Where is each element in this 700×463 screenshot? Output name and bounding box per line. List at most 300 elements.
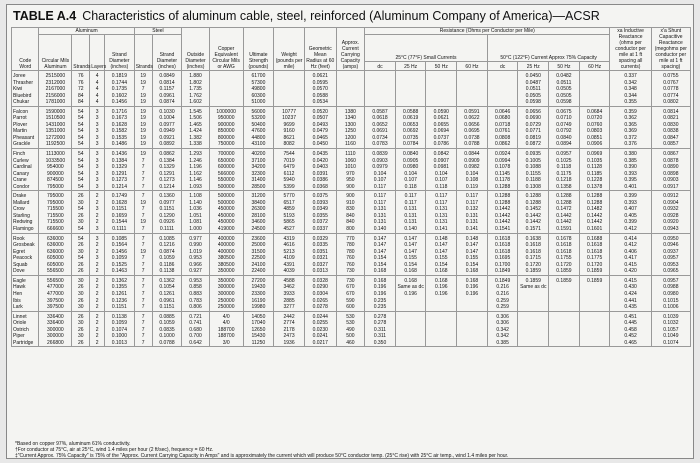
table-cell: 2515000 xyxy=(39,71,72,80)
table-cell xyxy=(579,99,610,106)
table-cell: 1.465 xyxy=(182,122,209,129)
table-cell: 7 xyxy=(134,333,152,340)
table-cell: 3933 xyxy=(274,291,305,298)
table-cell: 0.393 xyxy=(610,171,651,178)
table-cell: 30 xyxy=(72,249,90,256)
table-cell: 530 xyxy=(336,320,365,327)
table-cell: 0.0894 xyxy=(549,141,580,148)
table-cell: 0.140 xyxy=(365,226,396,233)
code-word-cell: Curlew xyxy=(12,158,39,165)
table-cell: 1.019 xyxy=(182,249,209,256)
table-cell: 0.0981 xyxy=(426,164,457,171)
table-cell: 1.140 xyxy=(182,200,209,207)
table-cell: 0.0803 xyxy=(579,128,610,135)
table-cell: 7 xyxy=(134,177,152,184)
table-cell: 0.0403 xyxy=(304,164,336,171)
table-cell: 27200 xyxy=(243,275,274,284)
table-cell: 61700 xyxy=(243,71,274,80)
table-cell: 0.0479 xyxy=(304,128,336,135)
table-cell: 1.036 xyxy=(182,206,209,213)
table-cell: 1340 xyxy=(336,115,365,122)
table-cell: 670 xyxy=(336,284,365,291)
table-cell: 1200 xyxy=(336,135,365,142)
table-cell: 0.1085 xyxy=(105,233,135,242)
table-cell: 0.117 xyxy=(426,191,457,200)
table-cell: 0.1819 xyxy=(105,71,135,80)
table-cell: 636000 xyxy=(39,233,72,242)
table-cell: 0.1442 xyxy=(487,206,518,213)
table-cell: 0.117 xyxy=(395,191,426,200)
table-cell: 950 xyxy=(336,177,365,184)
table-cell xyxy=(395,304,426,311)
table-cell: 0.1000 xyxy=(152,333,182,340)
table-cell: 2 xyxy=(90,200,105,207)
table-cell: 0.0830 xyxy=(651,122,690,129)
table-cell: 0.0909 xyxy=(457,158,488,165)
table-cell: 0.0265 xyxy=(304,298,336,305)
table-cell: 0.0621 xyxy=(304,71,336,80)
table-cell: 1.108 xyxy=(182,191,209,200)
table-cell: 0.359 xyxy=(610,106,651,115)
table-cell: 0.119 xyxy=(457,184,488,191)
table-cell: 0.372 xyxy=(610,135,651,142)
code-word-cell: Plover xyxy=(12,122,39,129)
table-cell: 23300 xyxy=(243,291,274,298)
table-cell: 0.0391 xyxy=(304,171,336,178)
table-cell: 840 xyxy=(336,219,365,226)
table-cell: 0.0622 xyxy=(457,115,488,122)
table-body xyxy=(12,71,691,347)
table-cell: 0.465 xyxy=(610,340,651,347)
table-cell: 0.1013 xyxy=(105,340,135,347)
code-word-cell: Hawk xyxy=(12,284,39,291)
table-cell: 0.0420 xyxy=(304,158,336,165)
table-cell: 556500 xyxy=(39,268,72,275)
table-cell: 0.131 xyxy=(365,213,396,220)
table-cell: 53200 xyxy=(243,115,274,122)
table-cell: 0.147 xyxy=(365,233,396,242)
table-cell: 0.407 xyxy=(610,206,651,213)
table-cell: 0.0921 xyxy=(152,135,182,142)
table-cell: 450000 xyxy=(209,213,243,220)
table-cell: 605000 xyxy=(39,262,72,269)
col-al-strand-diameter: Strand Diameter (inches) xyxy=(105,35,135,71)
code-word-cell: Cardinal xyxy=(12,164,39,171)
table-cell: 0.0943 xyxy=(651,226,690,233)
table-cell: 0.0957 xyxy=(651,275,690,284)
table-cell: 0.0821 xyxy=(651,115,690,122)
table-cell: 17040 xyxy=(243,320,274,327)
table-cell: 0.1138 xyxy=(152,268,182,275)
table-cell: 84 xyxy=(72,99,90,106)
table-cell: 0.0718 xyxy=(487,122,518,129)
table-cell: 0.0935 xyxy=(518,149,549,158)
table-cell: 7 xyxy=(134,340,152,347)
table-cell: 0.858 xyxy=(182,284,209,291)
table-cell: 0.168 xyxy=(395,275,426,284)
table-cell: 0.108 xyxy=(457,177,488,184)
table-cell: 0.311 xyxy=(365,333,396,340)
table-row xyxy=(12,177,691,184)
table-cell: 0.118 xyxy=(426,184,457,191)
table-cell: 0.1308 xyxy=(518,184,549,191)
table-cell: 0.1859 xyxy=(579,275,610,284)
code-word-cell: Drake xyxy=(12,191,39,200)
table-cell: 0.0849 xyxy=(152,71,182,80)
table-cell: 0.1582 xyxy=(105,128,135,135)
table-cell: 1272000 xyxy=(39,135,72,142)
table-cell: 0.0788 xyxy=(457,141,488,148)
table-cell xyxy=(209,99,243,106)
table-cell: 6479 xyxy=(274,164,305,171)
table-cell: 2473 xyxy=(274,333,305,340)
table-cell: 0.1571 xyxy=(518,226,549,233)
table-cell: 7 xyxy=(134,242,152,249)
table-cell: 0.0493 xyxy=(304,122,336,129)
table-cell: 7019 xyxy=(274,158,305,165)
table-cell: 0.131 xyxy=(457,219,488,226)
table-cell: 0.147 xyxy=(426,242,457,249)
table-cell: 636000 xyxy=(39,242,72,249)
table-cell: 400000 xyxy=(209,233,243,242)
table-cell: 0.154 xyxy=(395,262,426,269)
table-cell: 60300 xyxy=(243,93,274,100)
table-cell: 0.1452 xyxy=(518,206,549,213)
table-cell: 1192500 xyxy=(39,141,72,148)
table-cell: 0.0598 xyxy=(518,99,549,106)
table-cell: 0.806 xyxy=(182,304,209,311)
table-cell: 1351000 xyxy=(39,128,72,135)
code-word-cell: Martin xyxy=(12,128,39,135)
table-cell: 0.1059 xyxy=(152,320,182,327)
table-cell: 0.0278 xyxy=(304,304,336,311)
table-cell: 0.1288 xyxy=(579,191,610,200)
table-cell xyxy=(395,71,426,80)
table-cell: 0.0675 xyxy=(549,106,580,115)
table-cell: 0.155 xyxy=(426,255,457,262)
table-cell: 0.306 xyxy=(487,320,518,327)
table-cell: 0.147 xyxy=(365,242,396,249)
table-cell: 0.131 xyxy=(365,206,396,213)
table-cell: 2 xyxy=(90,275,105,284)
table-cell: 0.154 xyxy=(365,262,396,269)
table-cell: 0.0290 xyxy=(304,284,336,291)
code-word-cell: Hen xyxy=(12,291,39,298)
code-word-cell: Piper xyxy=(12,333,39,340)
code-word-cell: Crane xyxy=(12,177,39,184)
table-cell: 850000 xyxy=(209,128,243,135)
table-cell: 1300 xyxy=(336,122,365,129)
table-cell: 0.1442 xyxy=(549,219,580,226)
table-cell: 400000 xyxy=(209,249,243,256)
table-cell: 2 xyxy=(90,340,105,347)
table-cell: 910 xyxy=(336,200,365,207)
table-cell: 840 xyxy=(336,213,365,220)
table-cell: 40200 xyxy=(243,149,274,158)
table-cell: 0.1006 xyxy=(651,304,690,311)
table-cell: 0.1288 xyxy=(549,191,580,200)
table-cell: 3 xyxy=(90,128,105,135)
table-cell: 0.147 xyxy=(395,233,426,242)
table-cell: 34200 xyxy=(243,164,274,171)
table-cell: 0.154 xyxy=(426,262,457,269)
table-cell: 4527 xyxy=(274,226,305,233)
table-cell: 1000000 xyxy=(209,106,243,115)
table-cell: 0.0655 xyxy=(426,122,457,129)
code-word-cell: Crow xyxy=(12,206,39,213)
table-cell: 0.0885 xyxy=(152,311,182,320)
table-cell: 0.1054 xyxy=(152,284,182,291)
table-cell: 2774 xyxy=(274,320,305,327)
acsr-table xyxy=(11,27,691,347)
table-cell: 730 xyxy=(336,268,365,275)
table-cell xyxy=(487,71,518,80)
table-cell: 0.1151 xyxy=(105,206,135,213)
table-row xyxy=(12,242,691,249)
table-cell xyxy=(457,340,488,347)
same-as-dc-note: Same as dc xyxy=(518,284,549,291)
table-cell xyxy=(518,340,549,347)
table-cell: 0.990 xyxy=(182,242,209,249)
col-gmr: Geometric Mean Radius at 60 Hz (feet) xyxy=(304,28,336,71)
table-cell: 1.424 xyxy=(182,128,209,135)
table-cell: 19 xyxy=(134,93,152,100)
table-cell: 900000 xyxy=(39,171,72,178)
table-cell: 0.168 xyxy=(426,275,457,284)
table-cell: 0.0808 xyxy=(487,135,518,142)
col-weight: Weight (pounds per mile) xyxy=(274,28,305,71)
table-caption: Characteristics of aluminum cable, steel, reinforced (Aluminum Company of America)—ACSR xyxy=(82,9,600,23)
table-cell: 26 xyxy=(72,242,90,249)
table-cell: 490 xyxy=(336,327,365,334)
table-cell: 0.278 xyxy=(365,311,396,320)
table-cell: 0.154 xyxy=(457,262,488,269)
table-cell: 336400 xyxy=(39,311,72,320)
table-cell: 0.1673 xyxy=(105,115,135,122)
table-cell: 0.412 xyxy=(610,226,651,233)
table-cell: 3 xyxy=(90,135,105,142)
table-cell: 0.131 xyxy=(457,213,488,220)
table-cell: 0.0511 xyxy=(518,86,549,93)
table-cell: 0.0505 xyxy=(518,93,549,100)
table-cell: 0.430 xyxy=(610,284,651,291)
table-cell: 0.0761 xyxy=(487,128,518,135)
table-cell: 770 xyxy=(336,233,365,242)
table-row xyxy=(12,141,691,148)
table-cell: 0.0691 xyxy=(365,128,396,135)
table-cell: 0.415 xyxy=(610,275,651,284)
table-cell: 0.0738 xyxy=(457,135,488,142)
table-cell: 0.0349 xyxy=(304,206,336,213)
table-cell: 0.1039 xyxy=(651,311,690,320)
table-cell: 1.051 xyxy=(182,213,209,220)
table-cell: 0.0838 xyxy=(651,128,690,135)
table-cell xyxy=(365,71,396,80)
table-cell: 795000 xyxy=(39,200,72,207)
table-cell: 0.0792 xyxy=(549,128,580,135)
table-cell: 0.235 xyxy=(365,304,396,311)
code-word-cell: Linnet xyxy=(12,311,39,320)
code-word-cell: Chukar xyxy=(12,99,39,106)
table-cell: 72 xyxy=(72,86,90,93)
table-cell: 0.0760 xyxy=(579,122,610,129)
table-cell: 31500 xyxy=(243,249,274,256)
table-cell: 5865 xyxy=(274,219,305,226)
table-cell: 0.1859 xyxy=(518,275,549,284)
table-cell: 0.0465 xyxy=(304,135,336,142)
table-cell: 0.0814 xyxy=(651,106,690,115)
table-cell: 0.0729 xyxy=(518,122,549,129)
table-cell: 0.0819 xyxy=(518,135,549,142)
table-cell: 0.783 xyxy=(182,298,209,305)
table-cell: 0.1032 xyxy=(651,320,690,327)
table-cell: 0.117 xyxy=(365,184,396,191)
table-cell: 636000 xyxy=(39,249,72,256)
table-cell: 0.966 xyxy=(182,262,209,269)
table-cell: 0.399 xyxy=(610,219,651,226)
table-cell: 800 xyxy=(336,226,365,233)
table-cell: 0.1218 xyxy=(549,177,580,184)
table-cell: 0.1145 xyxy=(487,171,518,178)
table-cell: 7 xyxy=(134,311,152,320)
table-cell: 0.0656 xyxy=(518,106,549,115)
table-cell: 0.117 xyxy=(365,200,396,207)
table-cell xyxy=(549,311,580,320)
table-cell: 0.0435 xyxy=(304,149,336,158)
table-cell: 19 xyxy=(134,106,152,115)
table-cell: 300000 xyxy=(39,327,72,334)
table-cell: 7 xyxy=(134,158,152,165)
table-cell: 9699 xyxy=(274,122,305,129)
table-cell: 0.196 xyxy=(426,291,457,298)
table-cell: 715500 xyxy=(39,213,72,220)
code-word-cell: Ostrich xyxy=(12,327,39,334)
table-cell: 3277 xyxy=(274,304,305,311)
code-word-cell: Starling xyxy=(12,213,39,220)
table-cell xyxy=(518,311,549,320)
table-cell xyxy=(426,304,457,311)
table-cell: 1936 xyxy=(274,340,305,347)
table-cell: 0.0570 xyxy=(304,86,336,93)
table-cell: 0.1525 xyxy=(105,262,135,269)
table-cell: 7 xyxy=(134,233,152,242)
table-cell: 1.000 xyxy=(182,226,209,233)
table-cell: 760 xyxy=(336,255,365,262)
table-cell: 1250 xyxy=(336,128,365,135)
table-cell: 7 xyxy=(134,262,152,269)
table-cell: 0.1362 xyxy=(105,275,135,284)
table-cell: 0.405 xyxy=(610,213,651,220)
code-word-cell: Pheasant xyxy=(12,135,39,142)
table-cell: 26 xyxy=(72,213,90,220)
col-50hz-50c: 50 Hz xyxy=(549,61,580,71)
table-cell: 34600 xyxy=(243,219,274,226)
table-cell: 0.1849 xyxy=(487,275,518,284)
table-cell: 7 xyxy=(134,213,152,220)
table-cell: 5770 xyxy=(274,191,305,200)
table-cell: 0.365 xyxy=(610,122,651,129)
table-cell: 1.545 xyxy=(182,106,209,115)
table-cell: 477000 xyxy=(39,284,72,291)
table-cell: 57300 xyxy=(243,80,274,87)
table-cell: 0.1442 xyxy=(579,213,610,220)
table-cell: 760 xyxy=(336,262,365,269)
aluminum-group-header: Aluminum xyxy=(39,28,134,35)
table-cell: 0.1720 xyxy=(518,262,549,269)
table-cell: 7 xyxy=(134,171,152,178)
table-cell: 0.306 xyxy=(487,311,518,320)
table-cell: 0.342 xyxy=(610,80,651,87)
table-cell: 2442 xyxy=(274,311,305,320)
table-cell: 4616 xyxy=(274,242,305,249)
table-cell: 0.445 xyxy=(610,320,651,327)
table-cell: 0.953 xyxy=(182,255,209,262)
table-cell: 0.0840 xyxy=(395,149,426,158)
table-cell: 1590000 xyxy=(39,106,72,115)
table-cell: 7 xyxy=(134,268,152,275)
table-row xyxy=(12,71,691,80)
table-cell: 0.1185 xyxy=(579,171,610,178)
table-cell: 7 xyxy=(134,184,152,191)
table-cell: 56000 xyxy=(243,106,274,115)
table-cell: 0.1384 xyxy=(152,158,182,165)
table-cell: 0.1151 xyxy=(105,304,135,311)
table-cell: 2 xyxy=(90,219,105,226)
table-cell: 0.1618 xyxy=(487,242,518,249)
table-cell: 4859 xyxy=(274,206,305,213)
table-cell: 566000 xyxy=(209,171,243,178)
table-cell: 0.0878 xyxy=(651,158,690,165)
table-cell: 26 xyxy=(72,262,90,269)
table-cell: 0.0874 xyxy=(152,99,182,106)
table-cell: 1110 xyxy=(336,149,365,158)
table-cell: 19 xyxy=(134,219,152,226)
table-cell: 0.0844 xyxy=(457,149,488,158)
table-cell: 24100 xyxy=(243,262,274,269)
table-row xyxy=(12,106,691,115)
table-cell: 7 xyxy=(134,275,152,284)
table-cell: 950000 xyxy=(209,115,243,122)
small-currents-header: 25°C (77°F) Small Currents xyxy=(365,35,488,62)
table-cell: 0.0950 xyxy=(651,233,690,242)
table-cell: 7 xyxy=(134,304,152,311)
table-cell: 0.0710 xyxy=(549,115,580,122)
code-word-cell: Canary xyxy=(12,171,39,178)
table-cell: 0.441 xyxy=(610,298,651,305)
table-cell: 2 xyxy=(90,284,105,291)
table-cell: 24500 xyxy=(243,226,274,233)
table-cell: 0.0694 xyxy=(426,128,457,135)
table-cell: 54 xyxy=(72,141,90,148)
table-cell: 0.1228 xyxy=(579,177,610,184)
table-cell: 0.1472 xyxy=(549,206,580,213)
table-cell: 0.0917 xyxy=(651,184,690,191)
table-cell: 3 xyxy=(90,184,105,191)
table-cell: 30 xyxy=(72,333,90,340)
table-cell: 0.1849 xyxy=(487,268,518,275)
table-cell: 54 xyxy=(72,171,90,178)
table-cell: 0.0767 xyxy=(651,80,690,87)
table-cell: 0.1700 xyxy=(487,262,518,269)
table-cell: 0.1030 xyxy=(152,106,182,115)
table-cell: 0.420 xyxy=(610,268,651,275)
table-cell: 0.0368 xyxy=(304,184,336,191)
table-cell: 0.0505 xyxy=(549,86,580,93)
table-cell: 0.278 xyxy=(365,320,396,327)
table-cell: 800000 xyxy=(209,135,243,142)
table-cell: 3 xyxy=(90,233,105,242)
table-cell: 1.382 xyxy=(182,135,209,142)
